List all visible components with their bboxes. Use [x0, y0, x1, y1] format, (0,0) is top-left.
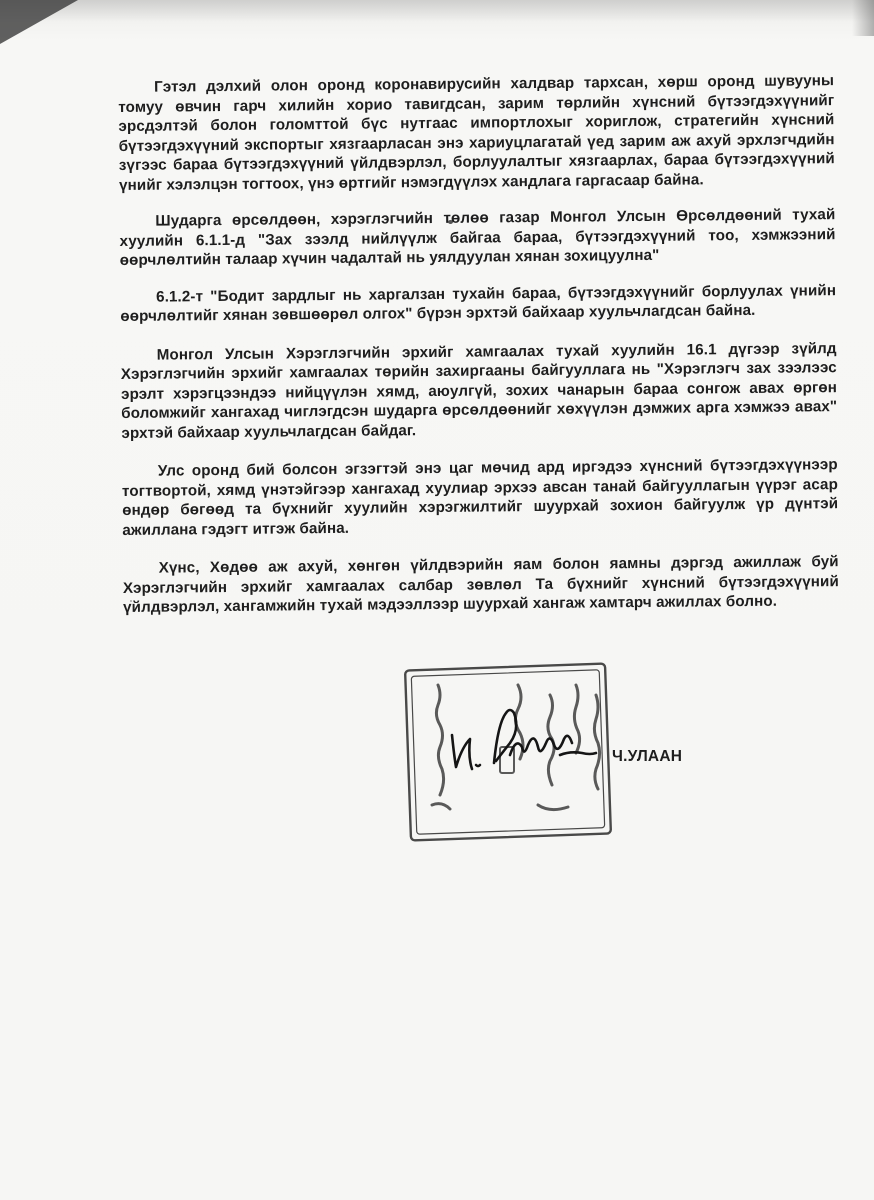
paragraph-1: Гэтэл дэлхий олон оронд коронавирусийн халдвар тархсан, хөрш оронд шувууны томуу өвчин гарч хилийн хорио тавигдсан, зарим төрлийн хүнсний бүтээгдэхүүнийг эрсдэлтэй болон голомттой бүс нутгаас импортлохыг хориглож, стратегийн хүнсний бүтээгдэхүүний экспортыг хязгаарласан энэ хариуцлагатай үед зарим аж ахуй эрхлэгчдийн зүгээс бараа бүтээгдэхүүний үйлдвэрлэл, борлуулалтыг хязгаарлах, бараа бүтээгдэхүүний үнийг хэлэлцэн тогтоох, үнэ өртгийг нэмэгдүүлэх хандлага гаргасаар байна.: [118, 72, 835, 194]
paragraph-4: Монгол Улсын Хэрэглэгчийн эрхийг хамгаалах тухай хуулийн 16.1 дүгээр зүйлд Хэрэглэгчийн эрхийг хамгаалах төрийн захиргааны байгууллага нь "Хэрэглэгч зах зээлээс эрэлт хэрэгцээндээ нийцүүлэн хямд, аюулгүй, зохих чанарын бараа сонгож авах өргөн боломжийг хангахад чиглэгдсэн шударга өрсөлдөөнийг хөхүүлэн дэмжих арга хэмжээ авах" эрхтэй байхаар хуульчлагдсан байдаг.: [120, 339, 838, 442]
signer-name: Ч.УЛААН: [612, 748, 683, 765]
paragraph-5: Улс оронд бий болсон эгзэгтэй энэ цаг мөчид ард иргэдээ хүнсний бүтээгдэхүүнээр тогтвортой, хямд үнэтэйгээр хангахад хуулиар эрхээ авсан танай байгууллагын үүрэг асар өндөр бөгөөд та бүхнийг хуулийн хэрэгжилтийг шуурхай зохион байгуулж үр дүнтэй ажиллана гэдэгт итгэж байна.: [121, 456, 839, 539]
scan-top-shadow: [0, 0, 874, 22]
paragraph-3: 6.1.2-т "Бодит зардлыг нь харгалзан тухайн бараа, бүтээгдэхүүнийг борлуулах үнийн өөрчлөлтийг хянан зөвшөөрөл олгох" бүрэн эрхтэй байхаар хуульчлагдсан байна.: [120, 281, 837, 325]
paragraph-6: Хүнс, Хөдөө аж ахуй, хөнгөн үйлдвэрийн яам болон яамны дэргэд ажиллаж буй Хэрэглэгчийн эрхийг хамгаалах салбар зөвлөл Та бүхнийг хүнсний бүтээгдэхүүний үйлдвэрлэл, хангамжийн тухай мэдээллээр шуурхай хангаж хамтарч ажиллах болно.: [122, 553, 839, 616]
letter-body: [118, 71, 839, 636]
scan-corner-mark: [0, 0, 78, 44]
handwritten-signature: [430, 695, 610, 785]
paragraph-2: Шударга өрсөлдөөн, хэрэглэгчийн төлөө газар Монгол Улсын Өрсөлдөөний тухай хуулийн 6.1.1-д "Зах зээлд нийлүүлж байгаа бараа, бүтээгдэхүүний тоо, хэмжээний өөрчлөлтийн талаар хүчин чадалтай нь уялдуулан хянан зохицуулна": [119, 206, 836, 269]
scan-corner-shadow: [852, 0, 874, 36]
